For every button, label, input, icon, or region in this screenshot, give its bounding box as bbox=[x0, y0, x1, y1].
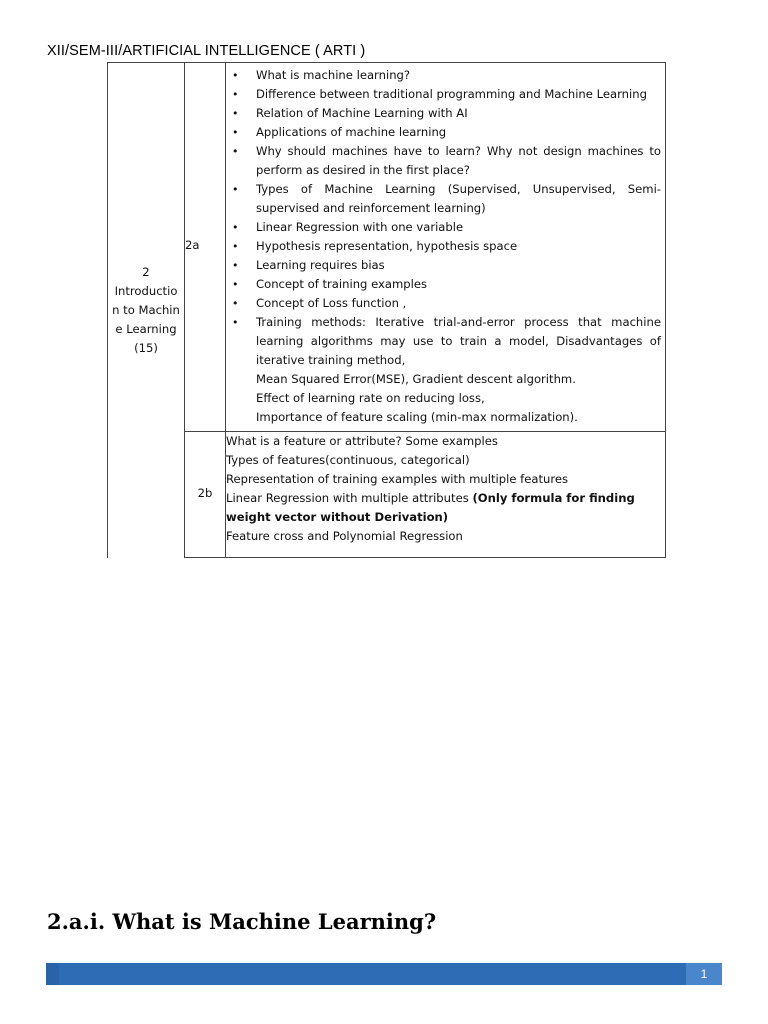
subunit-code-2a-label: 2a bbox=[185, 238, 200, 252]
bullet-icon: • bbox=[232, 107, 239, 120]
bullet-icon: • bbox=[232, 145, 239, 158]
subunit-code-2b-label: 2b bbox=[197, 486, 213, 500]
bullet-icon: • bbox=[232, 69, 239, 82]
table-row-2a bbox=[108, 63, 666, 432]
topic-2a-text: Why should machines have to learn? Why not design machines to perform as desired in the first place? bbox=[256, 144, 661, 177]
topic-2a-item bbox=[232, 275, 661, 294]
topic-2a-item bbox=[232, 294, 661, 313]
topic-2a-text: Types of Machine Learning (Supervised, Unsupervised, Semi-supervised and reinforcement learning) bbox=[256, 182, 661, 215]
bullet-icon: • bbox=[232, 278, 239, 291]
topic-2a-item bbox=[232, 104, 661, 123]
unit-name: Introduction to Machine Learning bbox=[112, 283, 180, 336]
topic-2a-text: Hypothesis representation, hypothesis space bbox=[256, 239, 518, 253]
topic-2b-line-4-bold: (Only formula for finding bbox=[472, 491, 635, 505]
topics-cell-2a bbox=[226, 63, 666, 432]
topic-2a-text: Concept of training examples bbox=[256, 277, 428, 291]
topic-2a-text: Relation of Machine Learning with AI bbox=[256, 106, 468, 120]
topic-2a-continuation-line: Effect of learning rate on reducing loss, bbox=[256, 391, 485, 405]
unit-hours: (15) bbox=[134, 340, 158, 355]
section-heading: 2.a.i. What is Machine Learning? bbox=[47, 909, 437, 934]
unit-number: 2 bbox=[142, 264, 150, 279]
bullet-icon: • bbox=[232, 297, 239, 310]
subunit-code-2a bbox=[185, 63, 226, 432]
bullet-icon: • bbox=[232, 221, 239, 234]
topic-2b-line-2: Types of features(continuous, categorical) bbox=[226, 453, 470, 467]
topic-2a-item bbox=[232, 256, 661, 275]
topic-2b-line-1: What is a feature or attribute? Some examples bbox=[226, 434, 498, 448]
bullet-icon: • bbox=[232, 316, 239, 329]
topic-2a-text: Linear Regression with one variable bbox=[256, 220, 464, 234]
bullet-icon: • bbox=[232, 88, 239, 101]
topic-2a-text: Concept of Loss function , bbox=[256, 296, 407, 310]
subunit-code-2b bbox=[185, 432, 226, 558]
topics-continuation-2a bbox=[226, 370, 665, 427]
topics-list-2a bbox=[226, 63, 665, 370]
topic-2a-item bbox=[232, 85, 661, 104]
topic-2a-item bbox=[232, 123, 661, 142]
topic-2a-text: What is machine learning? bbox=[256, 68, 411, 82]
topic-2a-item bbox=[232, 180, 661, 218]
topic-2a-item bbox=[232, 142, 661, 180]
topic-2b-line-3: Representation of training examples with multiple features bbox=[226, 472, 569, 486]
topic-2a-text: Learning requires bias bbox=[256, 258, 385, 272]
topics-cell-2b bbox=[226, 432, 666, 558]
table-row-2b bbox=[108, 432, 666, 558]
document-header: XII/SEM-III/ARTIFICIAL INTELLIGENCE ( ARTI ) bbox=[47, 43, 366, 59]
syllabus-table bbox=[107, 62, 666, 558]
topic-2a-item bbox=[232, 66, 661, 85]
topic-2a-text: Training methods: Iterative trial-and-error process that machine learning algorithms may use to train a model, Disadvantages of iterative training method, bbox=[256, 315, 661, 367]
topic-2a-text: Difference between traditional programming and Machine Learning bbox=[256, 87, 647, 101]
topic-2b-line-4 bbox=[226, 489, 665, 508]
topic-2a-item bbox=[232, 218, 661, 237]
topic-2a-continuation-line: Mean Squared Error(MSE), Gradient descent algorithm. bbox=[256, 372, 576, 386]
topic-2a-text: Applications of machine learning bbox=[256, 125, 447, 139]
bullet-icon: • bbox=[232, 183, 239, 196]
topic-2a-item bbox=[232, 237, 661, 256]
topic-2a-item bbox=[232, 313, 661, 370]
bullet-icon: • bbox=[232, 240, 239, 253]
footer-bar-accent bbox=[46, 963, 59, 985]
page-number: 1 bbox=[686, 963, 722, 985]
footer-bar bbox=[46, 963, 722, 985]
unit-cell bbox=[108, 63, 185, 558]
topic-2b-line-6: Feature cross and Polynomial Regression bbox=[226, 529, 463, 543]
topic-2b-line-5: weight vector without Derivation) bbox=[226, 510, 449, 524]
bullet-icon: • bbox=[232, 259, 239, 272]
topic-2b-line-4-normal: Linear Regression with multiple attributes bbox=[226, 491, 473, 505]
bullet-icon: • bbox=[232, 126, 239, 139]
topic-2a-continuation-line: Importance of feature scaling (min-max normalization). bbox=[256, 410, 578, 424]
